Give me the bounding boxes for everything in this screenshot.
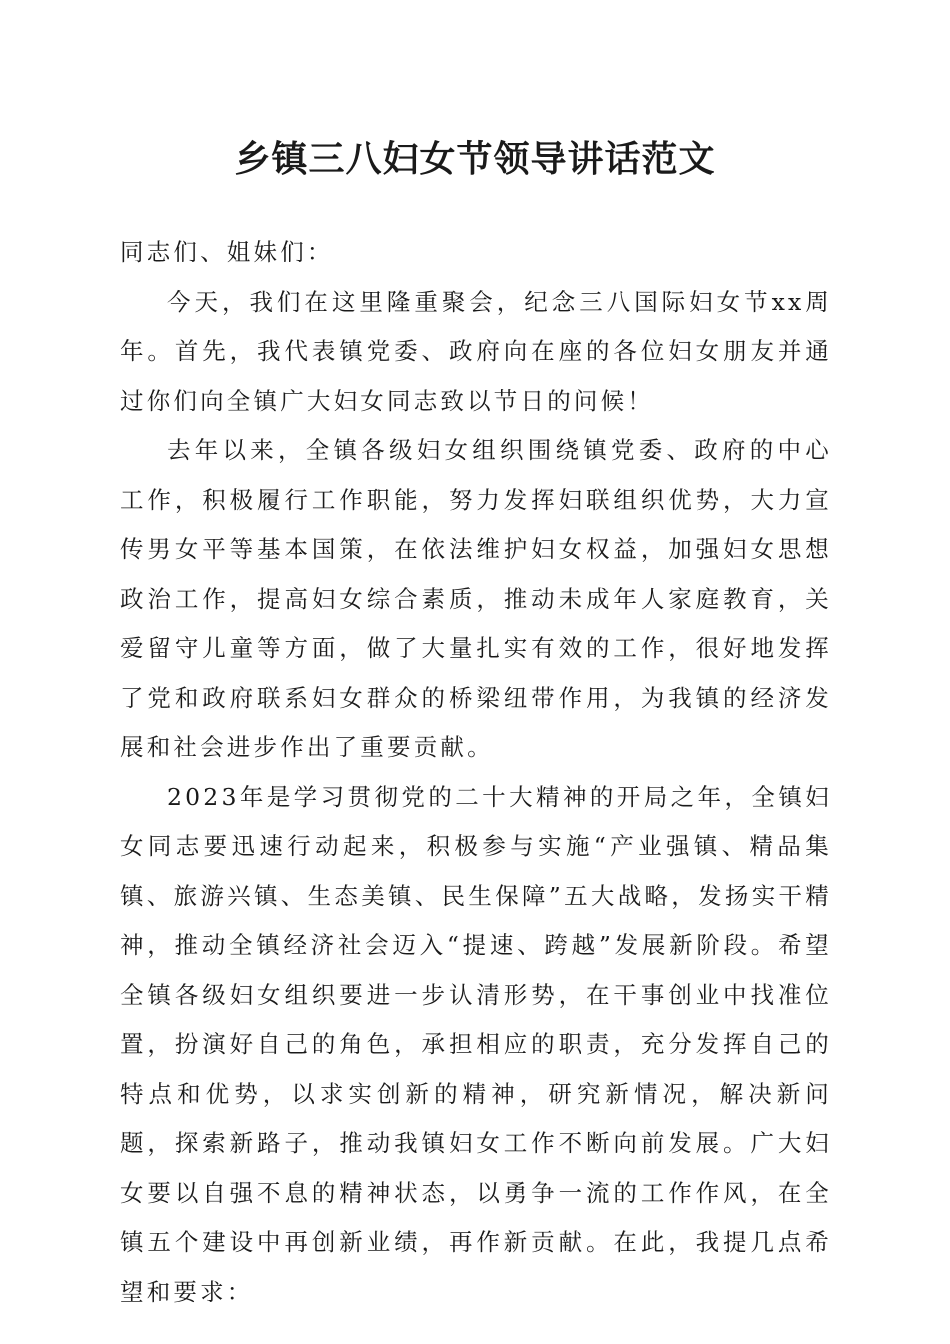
document-title: 乡镇三八妇女节领导讲话范文: [234, 138, 716, 180]
paragraph-greeting: 今天，我们在这里隆重聚会，纪念三八国际妇女节xx周年。首先，我代表镇党委、政府向在座的各位妇女朋友并通过你们向全镇广大妇女同志致以节日的问候！: [120, 287, 832, 415]
paragraph-review: 去年以来，全镇各级妇女组织围绕镇党委、政府的中心工作，积极履行工作职能，努力发挥妇联组织优势，大力宣传男女平等基本国策，在依法维护妇女权益，加强妇女思想政治工作，提高妇女综合素质，推动未成年人家庭教育，关爱留守儿童等方面，做了大量扎实有效的工作，很好地发挥了党和政府联系妇女群众的桥梁纽带作用，为我镇的经济发展和社会进步作出了重要贡献。: [120, 436, 832, 761]
salutation: 同志们、姐妹们：: [120, 238, 334, 266]
document-body: [120, 228, 832, 1317]
paragraph-outlook: 2023年是学习贯彻党的二十大精神的开局之年，全镇妇女同志要迅速行动起来，积极参与实施“产业强镇、精品集镇、旅游兴镇、生态美镇、民生保障”五大战略，发扬实干精神，推动全镇经济社会迈入“提速、跨越”发展新阶段。希望全镇各级妇女组织要进一步认清形势，在干事创业中找准位置，扮演好自己的角色，承担相应的职责，充分发挥自己的特点和优势，以求实创新的精神，研究新情况，解决新问题，探索新路子，推动我镇妇女工作不断向前发展。广大妇女要以自强不息的精神状态，以勇争一流的工作作风，在全镇五个建设中再创新业绩，再作新贡献。在此，我提几点希望和要求：: [120, 782, 832, 1306]
